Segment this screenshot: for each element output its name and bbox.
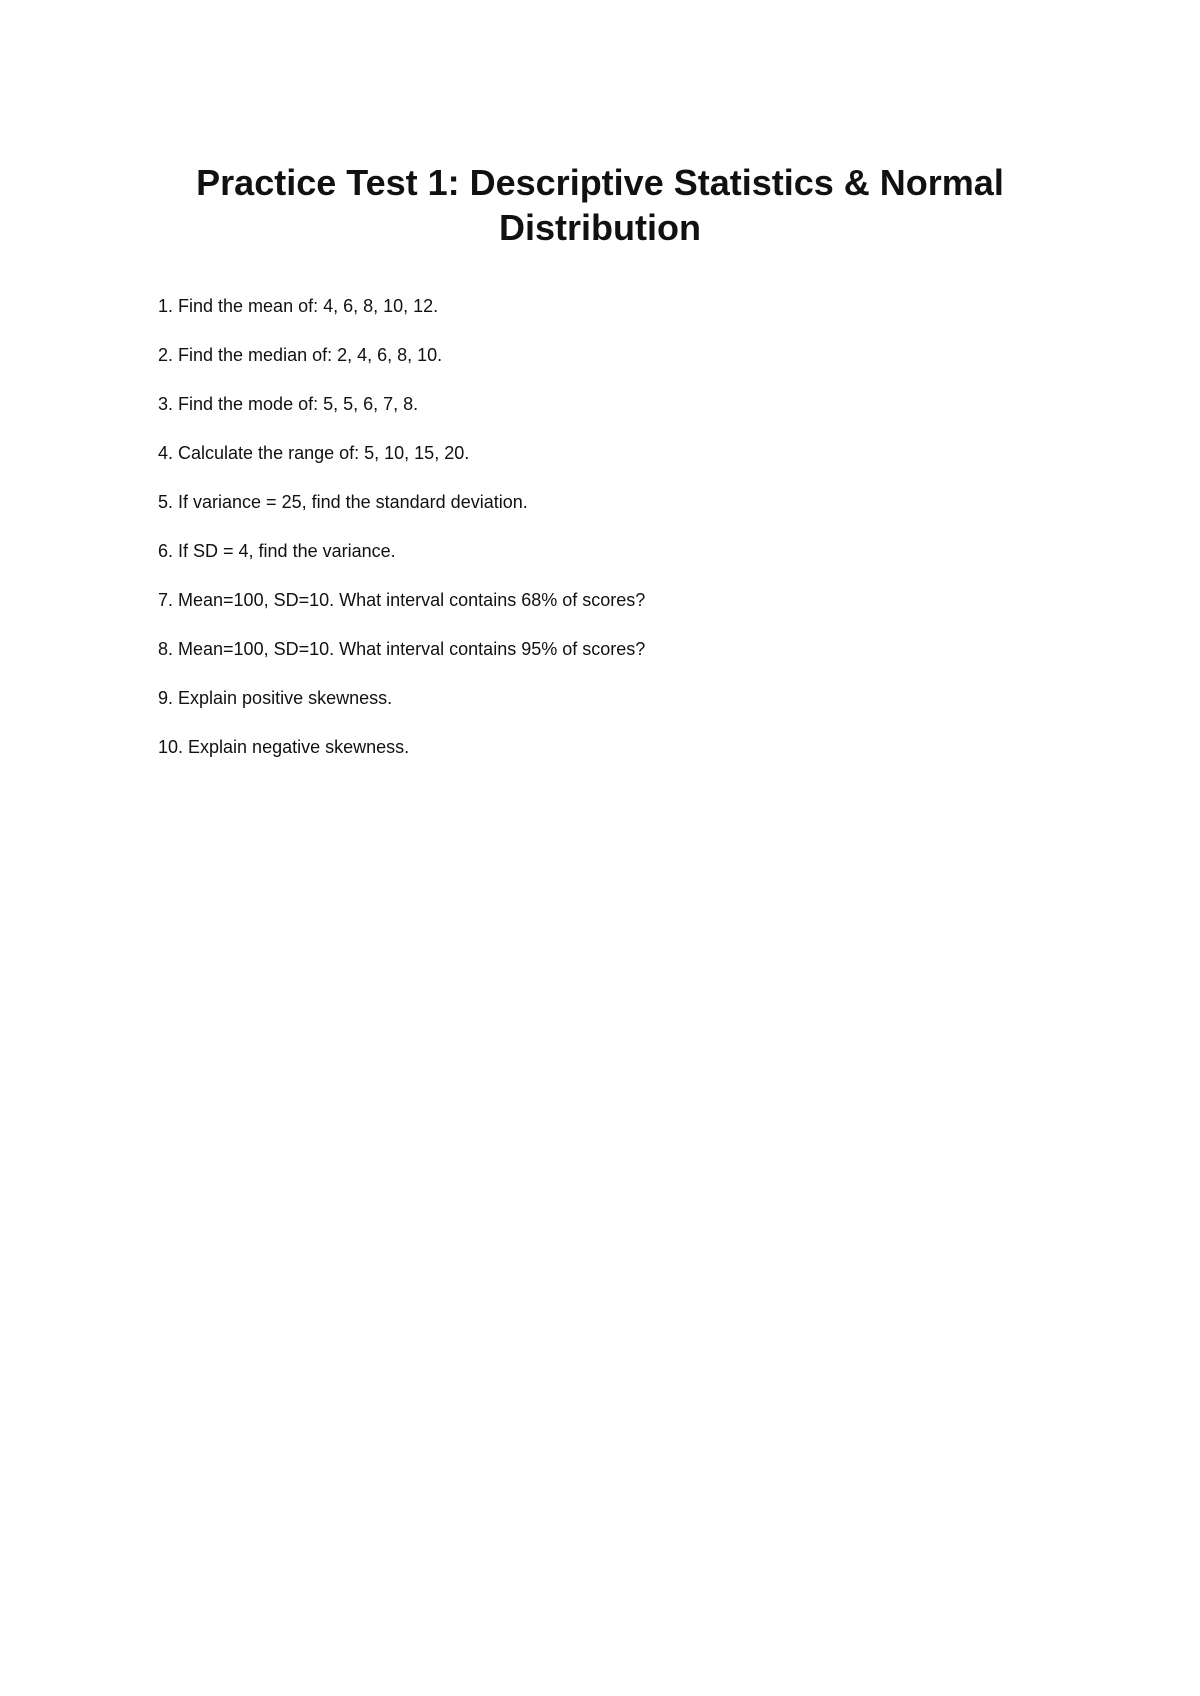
question-item: 10. Explain negative skewness.	[158, 737, 410, 757]
question-item: 9. Explain positive skewness.	[158, 688, 393, 708]
question-item: 2. Find the median of: 2, 4, 6, 8, 10.	[158, 345, 443, 365]
question-item: 1. Find the mean of: 4, 6, 8, 10, 12.	[158, 296, 439, 316]
question-item: 3. Find the mode of: 5, 5, 6, 7, 8.	[158, 394, 419, 414]
question-list	[158, 294, 645, 784]
question-item: 5. If variance = 25, find the standard deviation.	[158, 492, 528, 512]
question-item: 8. Mean=100, SD=10. What interval contains 95% of scores?	[158, 639, 646, 659]
question-item: 6. If SD = 4, find the variance.	[158, 541, 396, 561]
document-title: Practice Test 1: Descriptive Statistics & Normal Distribution	[196, 162, 1004, 248]
question-item: 4. Calculate the range of: 5, 10, 15, 20.	[158, 443, 470, 463]
question-item: 7. Mean=100, SD=10. What interval contains 68% of scores?	[158, 590, 646, 610]
